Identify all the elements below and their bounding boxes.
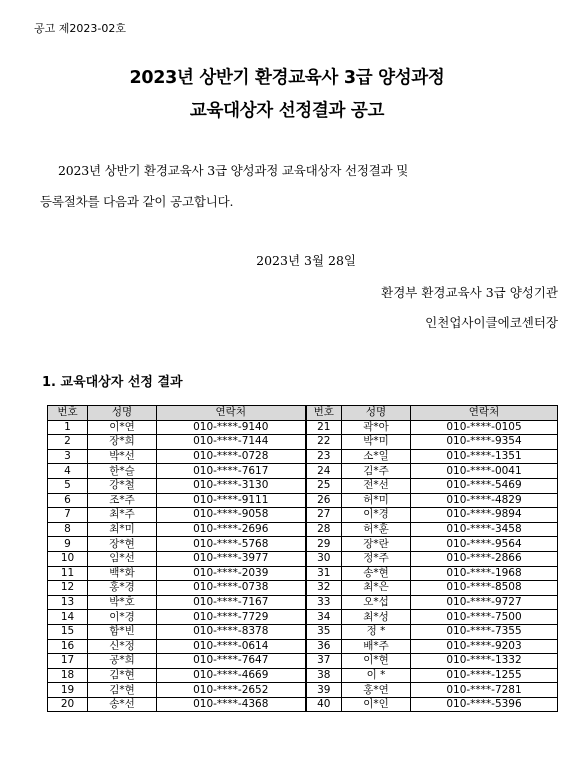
cell-contact: 010-****-0728 xyxy=(157,449,306,464)
table-row xyxy=(48,683,558,698)
cell-contact: 010-****-9354 xyxy=(411,435,558,450)
cell-number: 34 xyxy=(306,610,342,625)
header-name: 성명 xyxy=(88,406,157,421)
organization-line-2: 인천업사이클에코센터장 xyxy=(425,315,558,330)
cell-contact: 010-****-1968 xyxy=(411,566,558,581)
cell-number: 17 xyxy=(48,654,88,669)
cell-number: 15 xyxy=(48,624,88,639)
cell-name: 장*희 xyxy=(88,435,157,450)
cell-contact: 010-****-5396 xyxy=(411,697,558,712)
document-number: 공고 제2023-02호 xyxy=(34,22,126,35)
cell-number: 29 xyxy=(306,537,342,552)
announcement-date: 2023년 3월 28일 xyxy=(256,253,356,268)
table-row xyxy=(48,654,558,669)
table-row xyxy=(48,449,558,464)
cell-number: 11 xyxy=(48,566,88,581)
cell-contact: 010-****-1255 xyxy=(411,668,558,683)
title-line-2: 교육대상자 선정결과 공고 xyxy=(189,101,385,121)
header-number: 번호 xyxy=(48,406,88,421)
table-row xyxy=(48,639,558,654)
cell-contact: 010-****-0041 xyxy=(411,464,558,479)
cell-number: 24 xyxy=(306,464,342,479)
cell-name: 정*주 xyxy=(342,551,411,566)
section-title: 1. 교육대상자 선정 결과 xyxy=(42,375,183,390)
cell-number: 39 xyxy=(306,683,342,698)
cell-name: 공*희 xyxy=(88,654,157,669)
cell-number: 33 xyxy=(306,595,342,610)
table-row xyxy=(48,493,558,508)
cell-name: 오*섭 xyxy=(342,595,411,610)
cell-name: 박*미 xyxy=(342,435,411,450)
cell-number: 1 xyxy=(48,420,88,435)
cell-name: 신*정 xyxy=(88,639,157,654)
table-row xyxy=(48,537,558,552)
cell-contact: 010-****-3130 xyxy=(157,478,306,493)
cell-contact: 010-****-9111 xyxy=(157,493,306,508)
intro-line-2: 등록절차를 다음과 같이 공고합니다. xyxy=(40,194,234,209)
cell-name: 장*현 xyxy=(88,537,157,552)
cell-name: 배*주 xyxy=(342,639,411,654)
cell-contact: 010-****-3977 xyxy=(157,551,306,566)
cell-contact: 010-****-2866 xyxy=(411,551,558,566)
table-row xyxy=(48,551,558,566)
cell-name: 임*선 xyxy=(88,551,157,566)
cell-name: 강*철 xyxy=(88,478,157,493)
cell-number: 22 xyxy=(306,435,342,450)
cell-name: 최*미 xyxy=(88,522,157,537)
table-row xyxy=(48,697,558,712)
cell-name: 송*선 xyxy=(88,697,157,712)
cell-number: 40 xyxy=(306,697,342,712)
intro-line-1: 2023년 상반기 환경교육사 3급 양성과정 교육대상자 선정결과 및 xyxy=(58,163,409,178)
cell-number: 30 xyxy=(306,551,342,566)
cell-number: 2 xyxy=(48,435,88,450)
cell-number: 20 xyxy=(48,697,88,712)
cell-contact: 010-****-5768 xyxy=(157,537,306,552)
cell-name: 이*경 xyxy=(88,610,157,625)
cell-contact: 010-****-1351 xyxy=(411,449,558,464)
cell-contact: 010-****-2696 xyxy=(157,522,306,537)
cell-contact: 010-****-9058 xyxy=(157,508,306,523)
cell-name: 최*성 xyxy=(342,610,411,625)
cell-number: 28 xyxy=(306,522,342,537)
header-contact: 연락처 xyxy=(411,406,558,421)
cell-number: 36 xyxy=(306,639,342,654)
cell-number: 8 xyxy=(48,522,88,537)
cell-number: 32 xyxy=(306,581,342,596)
cell-number: 14 xyxy=(48,610,88,625)
table-row xyxy=(48,508,558,523)
table-body xyxy=(48,420,558,712)
cell-name: 송*현 xyxy=(342,566,411,581)
cell-name: 홍*연 xyxy=(342,683,411,698)
cell-name: 장*란 xyxy=(342,537,411,552)
table-row xyxy=(48,595,558,610)
cell-contact: 010-****-7281 xyxy=(411,683,558,698)
table-row xyxy=(48,478,558,493)
cell-name: 이 * xyxy=(342,668,411,683)
cell-name: 김*현 xyxy=(88,683,157,698)
cell-name: 백*화 xyxy=(88,566,157,581)
cell-contact: 010-****-9727 xyxy=(411,595,558,610)
cell-name: 이*인 xyxy=(342,697,411,712)
cell-contact: 010-****-9894 xyxy=(411,508,558,523)
cell-name: 김*현 xyxy=(88,668,157,683)
cell-number: 7 xyxy=(48,508,88,523)
cell-number: 21 xyxy=(306,420,342,435)
cell-contact: 010-****-4669 xyxy=(157,668,306,683)
table-row xyxy=(48,566,558,581)
header-contact: 연락처 xyxy=(157,406,306,421)
table-row xyxy=(48,581,558,596)
cell-name: 박*선 xyxy=(88,449,157,464)
cell-number: 37 xyxy=(306,654,342,669)
cell-contact: 010-****-7617 xyxy=(157,464,306,479)
cell-contact: 010-****-7355 xyxy=(411,624,558,639)
cell-contact: 010-****-7729 xyxy=(157,610,306,625)
cell-contact: 010-****-9140 xyxy=(157,420,306,435)
header-name: 성명 xyxy=(342,406,411,421)
cell-contact: 010-****-3458 xyxy=(411,522,558,537)
cell-contact: 010-****-0105 xyxy=(411,420,558,435)
cell-number: 38 xyxy=(306,668,342,683)
cell-name: 소*일 xyxy=(342,449,411,464)
cell-number: 18 xyxy=(48,668,88,683)
cell-number: 5 xyxy=(48,478,88,493)
cell-contact: 010-****-7647 xyxy=(157,654,306,669)
cell-name: 이*연 xyxy=(88,420,157,435)
cell-number: 19 xyxy=(48,683,88,698)
table-row xyxy=(48,464,558,479)
cell-number: 26 xyxy=(306,493,342,508)
cell-number: 3 xyxy=(48,449,88,464)
cell-contact: 010-****-7144 xyxy=(157,435,306,450)
table-header-row xyxy=(48,406,558,421)
header-number: 번호 xyxy=(306,406,342,421)
cell-contact: 010-****-7500 xyxy=(411,610,558,625)
cell-name: 박*호 xyxy=(88,595,157,610)
cell-number: 12 xyxy=(48,581,88,596)
cell-name: 허*미 xyxy=(342,493,411,508)
cell-name: 허*훈 xyxy=(342,522,411,537)
cell-contact: 010-****-8378 xyxy=(157,624,306,639)
cell-number: 4 xyxy=(48,464,88,479)
cell-contact: 010-****-5469 xyxy=(411,478,558,493)
cell-number: 31 xyxy=(306,566,342,581)
cell-name: 이*경 xyxy=(342,508,411,523)
cell-contact: 010-****-0614 xyxy=(157,639,306,654)
table-row xyxy=(48,610,558,625)
cell-number: 35 xyxy=(306,624,342,639)
table-row xyxy=(48,435,558,450)
cell-contact: 010-****-7167 xyxy=(157,595,306,610)
table-row xyxy=(48,668,558,683)
cell-contact: 010-****-2039 xyxy=(157,566,306,581)
cell-name: 조*주 xyxy=(88,493,157,508)
cell-contact: 010-****-4368 xyxy=(157,697,306,712)
cell-contact: 010-****-8508 xyxy=(411,581,558,596)
cell-contact: 010-****-9203 xyxy=(411,639,558,654)
cell-name: 이*현 xyxy=(342,654,411,669)
table-row xyxy=(48,624,558,639)
cell-name: 전*선 xyxy=(342,478,411,493)
cell-contact: 010-****-9564 xyxy=(411,537,558,552)
cell-number: 16 xyxy=(48,639,88,654)
cell-contact: 010-****-0738 xyxy=(157,581,306,596)
cell-number: 10 xyxy=(48,551,88,566)
table-row xyxy=(48,420,558,435)
cell-name: 정 * xyxy=(342,624,411,639)
cell-number: 6 xyxy=(48,493,88,508)
cell-number: 13 xyxy=(48,595,88,610)
cell-number: 25 xyxy=(306,478,342,493)
selection-results-table xyxy=(47,405,558,712)
cell-number: 27 xyxy=(306,508,342,523)
cell-name: 한*슬 xyxy=(88,464,157,479)
cell-contact: 010-****-1332 xyxy=(411,654,558,669)
cell-contact: 010-****-4829 xyxy=(411,493,558,508)
cell-name: 김*주 xyxy=(342,464,411,479)
cell-number: 9 xyxy=(48,537,88,552)
cell-name: 최*은 xyxy=(342,581,411,596)
cell-name: 함*빈 xyxy=(88,624,157,639)
organization-line-1: 환경부 환경교육사 3급 양성기관 xyxy=(381,285,558,300)
cell-name: 홍*경 xyxy=(88,581,157,596)
table-row xyxy=(48,522,558,537)
cell-number: 23 xyxy=(306,449,342,464)
cell-name: 곽*아 xyxy=(342,420,411,435)
cell-contact: 010-****-2652 xyxy=(157,683,306,698)
title-line-1: 2023년 상반기 환경교육사 3급 양성과정 xyxy=(129,68,445,88)
cell-name: 최*주 xyxy=(88,508,157,523)
